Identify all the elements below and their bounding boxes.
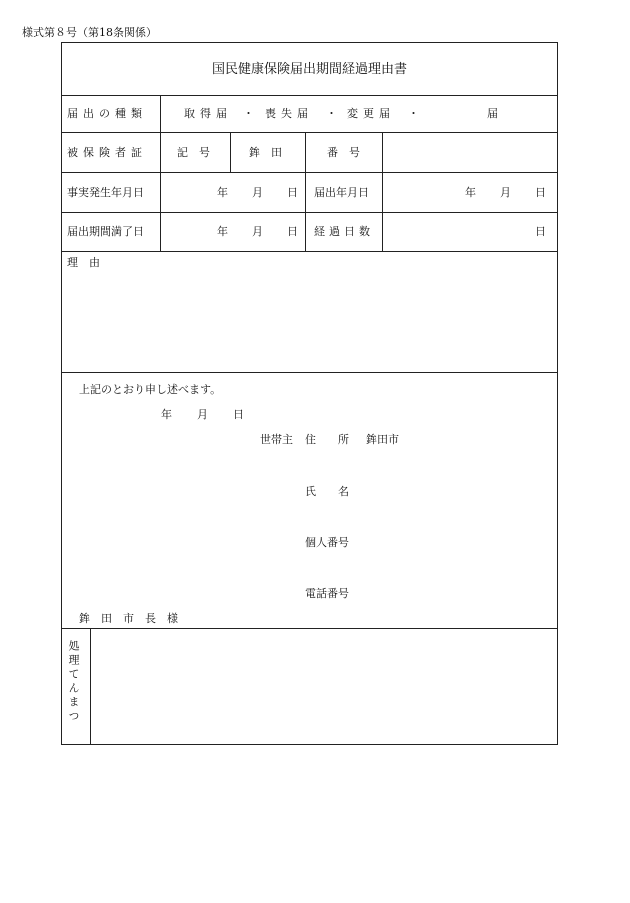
declaration-date-day: 日 — [233, 408, 244, 421]
form-number: 様式第８号（第18条関係） — [22, 26, 157, 39]
phone-label: 電話番号 — [305, 587, 349, 600]
insurance-card-label: 被保険者証 — [67, 146, 147, 159]
event-date-day: 日 — [287, 186, 298, 199]
deadline-date-year: 年 — [217, 225, 228, 238]
individual-number-label: 個人番号 — [305, 536, 349, 549]
declaration-statement: 上記のとおり申し述べます。 — [79, 383, 222, 396]
reason-label: 理 由 — [67, 256, 100, 269]
number-label: 番 号 — [327, 146, 360, 159]
notification-date-month: 月 — [500, 186, 511, 199]
symbol-value[interactable]: 鉾 田 — [249, 146, 282, 159]
reason-field[interactable] — [62, 272, 557, 371]
notification-date-day: 日 — [535, 186, 546, 199]
deadline-date-month: 月 — [252, 225, 263, 238]
elapsed-days-label: 経過日数 — [314, 225, 374, 238]
name-label: 氏 名 — [305, 485, 349, 498]
notification-date-label: 届出年月日 — [314, 186, 369, 199]
declaration-date-year: 年 — [161, 408, 172, 421]
addressee: 鉾 田 市 長 様 — [79, 612, 178, 625]
deadline-date-label: 届出期間満了日 — [67, 225, 144, 238]
elapsed-days-suffix: 日 — [535, 225, 546, 238]
notification-date-year: 年 — [465, 186, 476, 199]
householder-label: 世帯主 — [260, 433, 293, 446]
notification-type-label: 届出の種類 — [67, 107, 147, 120]
symbol-label: 記 号 — [177, 146, 210, 159]
event-date-year: 年 — [217, 186, 228, 199]
option-loss[interactable]: 喪失届 — [265, 107, 313, 120]
option-separator: ・ — [408, 107, 419, 120]
event-date-label: 事実発生年月日 — [67, 186, 144, 199]
deadline-date-day: 日 — [287, 225, 298, 238]
processing-field[interactable] — [91, 629, 557, 744]
declaration-date-month: 月 — [197, 408, 208, 421]
option-acquisition[interactable]: 取得届 — [184, 107, 232, 120]
option-other-suffix: 届 — [487, 107, 498, 120]
address-value[interactable]: 鉾田市 — [366, 433, 399, 446]
address-label: 住 所 — [305, 433, 349, 446]
event-date-month: 月 — [252, 186, 263, 199]
form-title: 国民健康保険届出期間経過理由書 — [211, 62, 407, 77]
processing-label: 処理てんまつ — [67, 640, 80, 724]
option-change[interactable]: 変更届 — [347, 107, 395, 120]
number-field[interactable] — [383, 133, 557, 171]
option-separator: ・ — [243, 107, 254, 120]
option-separator: ・ — [326, 107, 337, 120]
